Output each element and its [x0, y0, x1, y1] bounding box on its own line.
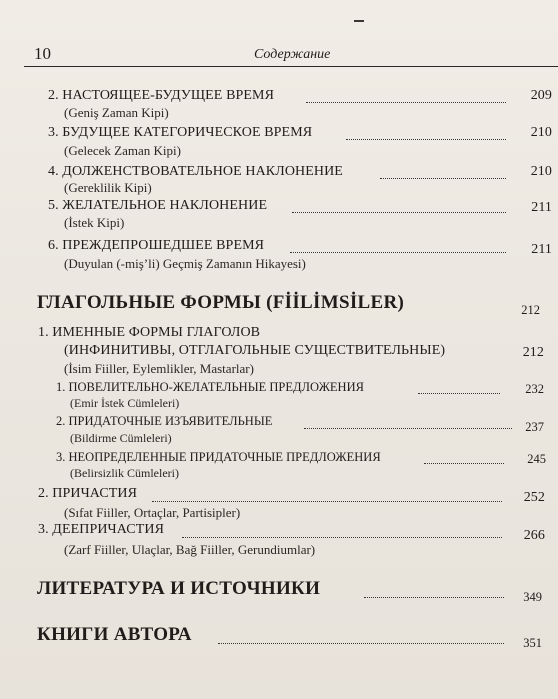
dot-leader — [346, 139, 506, 140]
dot-leader — [182, 537, 502, 538]
toc-entry-title: 2. ПРИДАТОЧНЫЕ ИЗЪЯВИТЕЛЬНЫЕ — [56, 414, 273, 428]
toc-entry-page: 210 — [530, 125, 552, 140]
toc-entry-title: 6. ПРЕЖДЕПРОШЕДШЕЕ ВРЕМЯ — [48, 238, 265, 253]
page-header — [0, 44, 558, 64]
toc-section-title: ГЛАГОЛЬНЫЕ ФОРМЫ (FİİLİMSİLER) — [37, 292, 405, 313]
toc-entry-title: 1. ПОВЕЛИТЕЛЬНО-ЖЕЛАТЕЛЬНЫЕ ПРЕДЛОЖЕНИЯ — [56, 380, 364, 394]
toc-entry-title: 3. БУДУЩЕЕ КАТЕГОРИЧЕСКОЕ ВРЕМЯ — [48, 125, 313, 140]
dot-leader — [152, 501, 502, 502]
toc-entry-title: 3. ДЕЕПРИЧАСТИЯ — [38, 522, 165, 537]
dot-leader — [380, 178, 506, 179]
toc-entry-subtitle: (İstek Kipi) — [64, 215, 125, 230]
toc-entry-title: 2. ПРИЧАСТИЯ — [38, 486, 138, 501]
toc-entry-subtitle: (Belirsizlik Cümleleri) — [70, 466, 179, 480]
toc-entry-title-cont: (ИНФИНИТИВЫ, ОТГЛАГОЛЬНЫЕ СУЩЕСТВИТЕЛЬНЫЕ) — [64, 343, 446, 358]
page-number: 10 — [34, 44, 51, 63]
top-mark — [354, 20, 364, 22]
toc-section-page: 351 — [523, 636, 542, 650]
toc-section-page: 212 — [521, 303, 540, 317]
header-rule — [24, 66, 558, 67]
dot-leader — [292, 212, 506, 213]
toc-entry-subtitle: (Gereklilik Kipi) — [64, 180, 152, 195]
toc-entry-page: 212 — [522, 345, 544, 360]
toc-entry-page: 237 — [525, 420, 544, 434]
dot-leader — [304, 428, 512, 429]
toc-entry-page: 211 — [531, 242, 552, 257]
toc-entry-subtitle: (Duyulan (-miş’li) Geçmiş Zamanın Hikayesi) — [64, 256, 306, 271]
toc-entry-subtitle: (Geniş Zaman Kipi) — [64, 105, 169, 120]
dot-leader — [424, 463, 504, 464]
dot-leader — [218, 643, 504, 644]
dot-leader — [418, 393, 500, 394]
toc-section-title: ЛИТЕРАТУРА И ИСТОЧНИКИ — [37, 578, 321, 599]
toc-entry-page: 252 — [523, 490, 545, 505]
toc-entry-page: 245 — [527, 452, 546, 466]
toc-entry-page: 211 — [531, 200, 552, 215]
toc-entry-subtitle: (Gelecek Zaman Kipi) — [64, 143, 181, 158]
toc-entry-page: 232 — [525, 382, 544, 396]
dot-leader — [306, 102, 506, 103]
toc-entry-page: 209 — [530, 88, 552, 103]
dot-leader — [290, 252, 506, 253]
toc-entry-title: 1. ИМЕННЫЕ ФОРМЫ ГЛАГОЛОВ — [38, 325, 261, 340]
toc-entry-title: 3. НЕОПРЕДЕЛЕННЫЕ ПРИДАТОЧНЫЕ ПРЕДЛОЖЕНИЯ — [56, 450, 381, 464]
toc-entry-subtitle: (Emir İstek Cümleleri) — [70, 396, 180, 410]
toc-entry-subtitle: (İsim Fiiller, Eylemlikler, Mastarlar) — [64, 361, 254, 376]
toc-entry-page: 210 — [530, 164, 552, 179]
toc-section-page: 349 — [523, 590, 542, 604]
toc-entry-page: 266 — [523, 528, 545, 543]
toc-entry-title: 5. ЖЕЛАТЕЛЬНОЕ НАКЛОНЕНИЕ — [48, 198, 268, 213]
toc-entry-subtitle: (Sıfat Fiiller, Ortaçlar, Partisipler) — [64, 505, 241, 520]
toc-entry-title: 2. НАСТОЯЩЕЕ-БУДУЩЕЕ ВРЕМЯ — [48, 88, 275, 103]
toc-entry-subtitle: (Bildirme Cümleleri) — [70, 431, 172, 445]
running-title: Содержание — [254, 47, 331, 62]
dot-leader — [364, 597, 504, 598]
toc-entry-subtitle: (Zarf Fiiller, Ulaçlar, Bağ Fiiller, Gerundiumlar) — [64, 542, 316, 557]
toc-entry-title: 4. ДОЛЖЕНСТВОВАТЕЛЬНОЕ НАКЛОНЕНИЕ — [48, 164, 343, 179]
toc-section-title: КНИГИ АВТОРА — [37, 624, 192, 645]
